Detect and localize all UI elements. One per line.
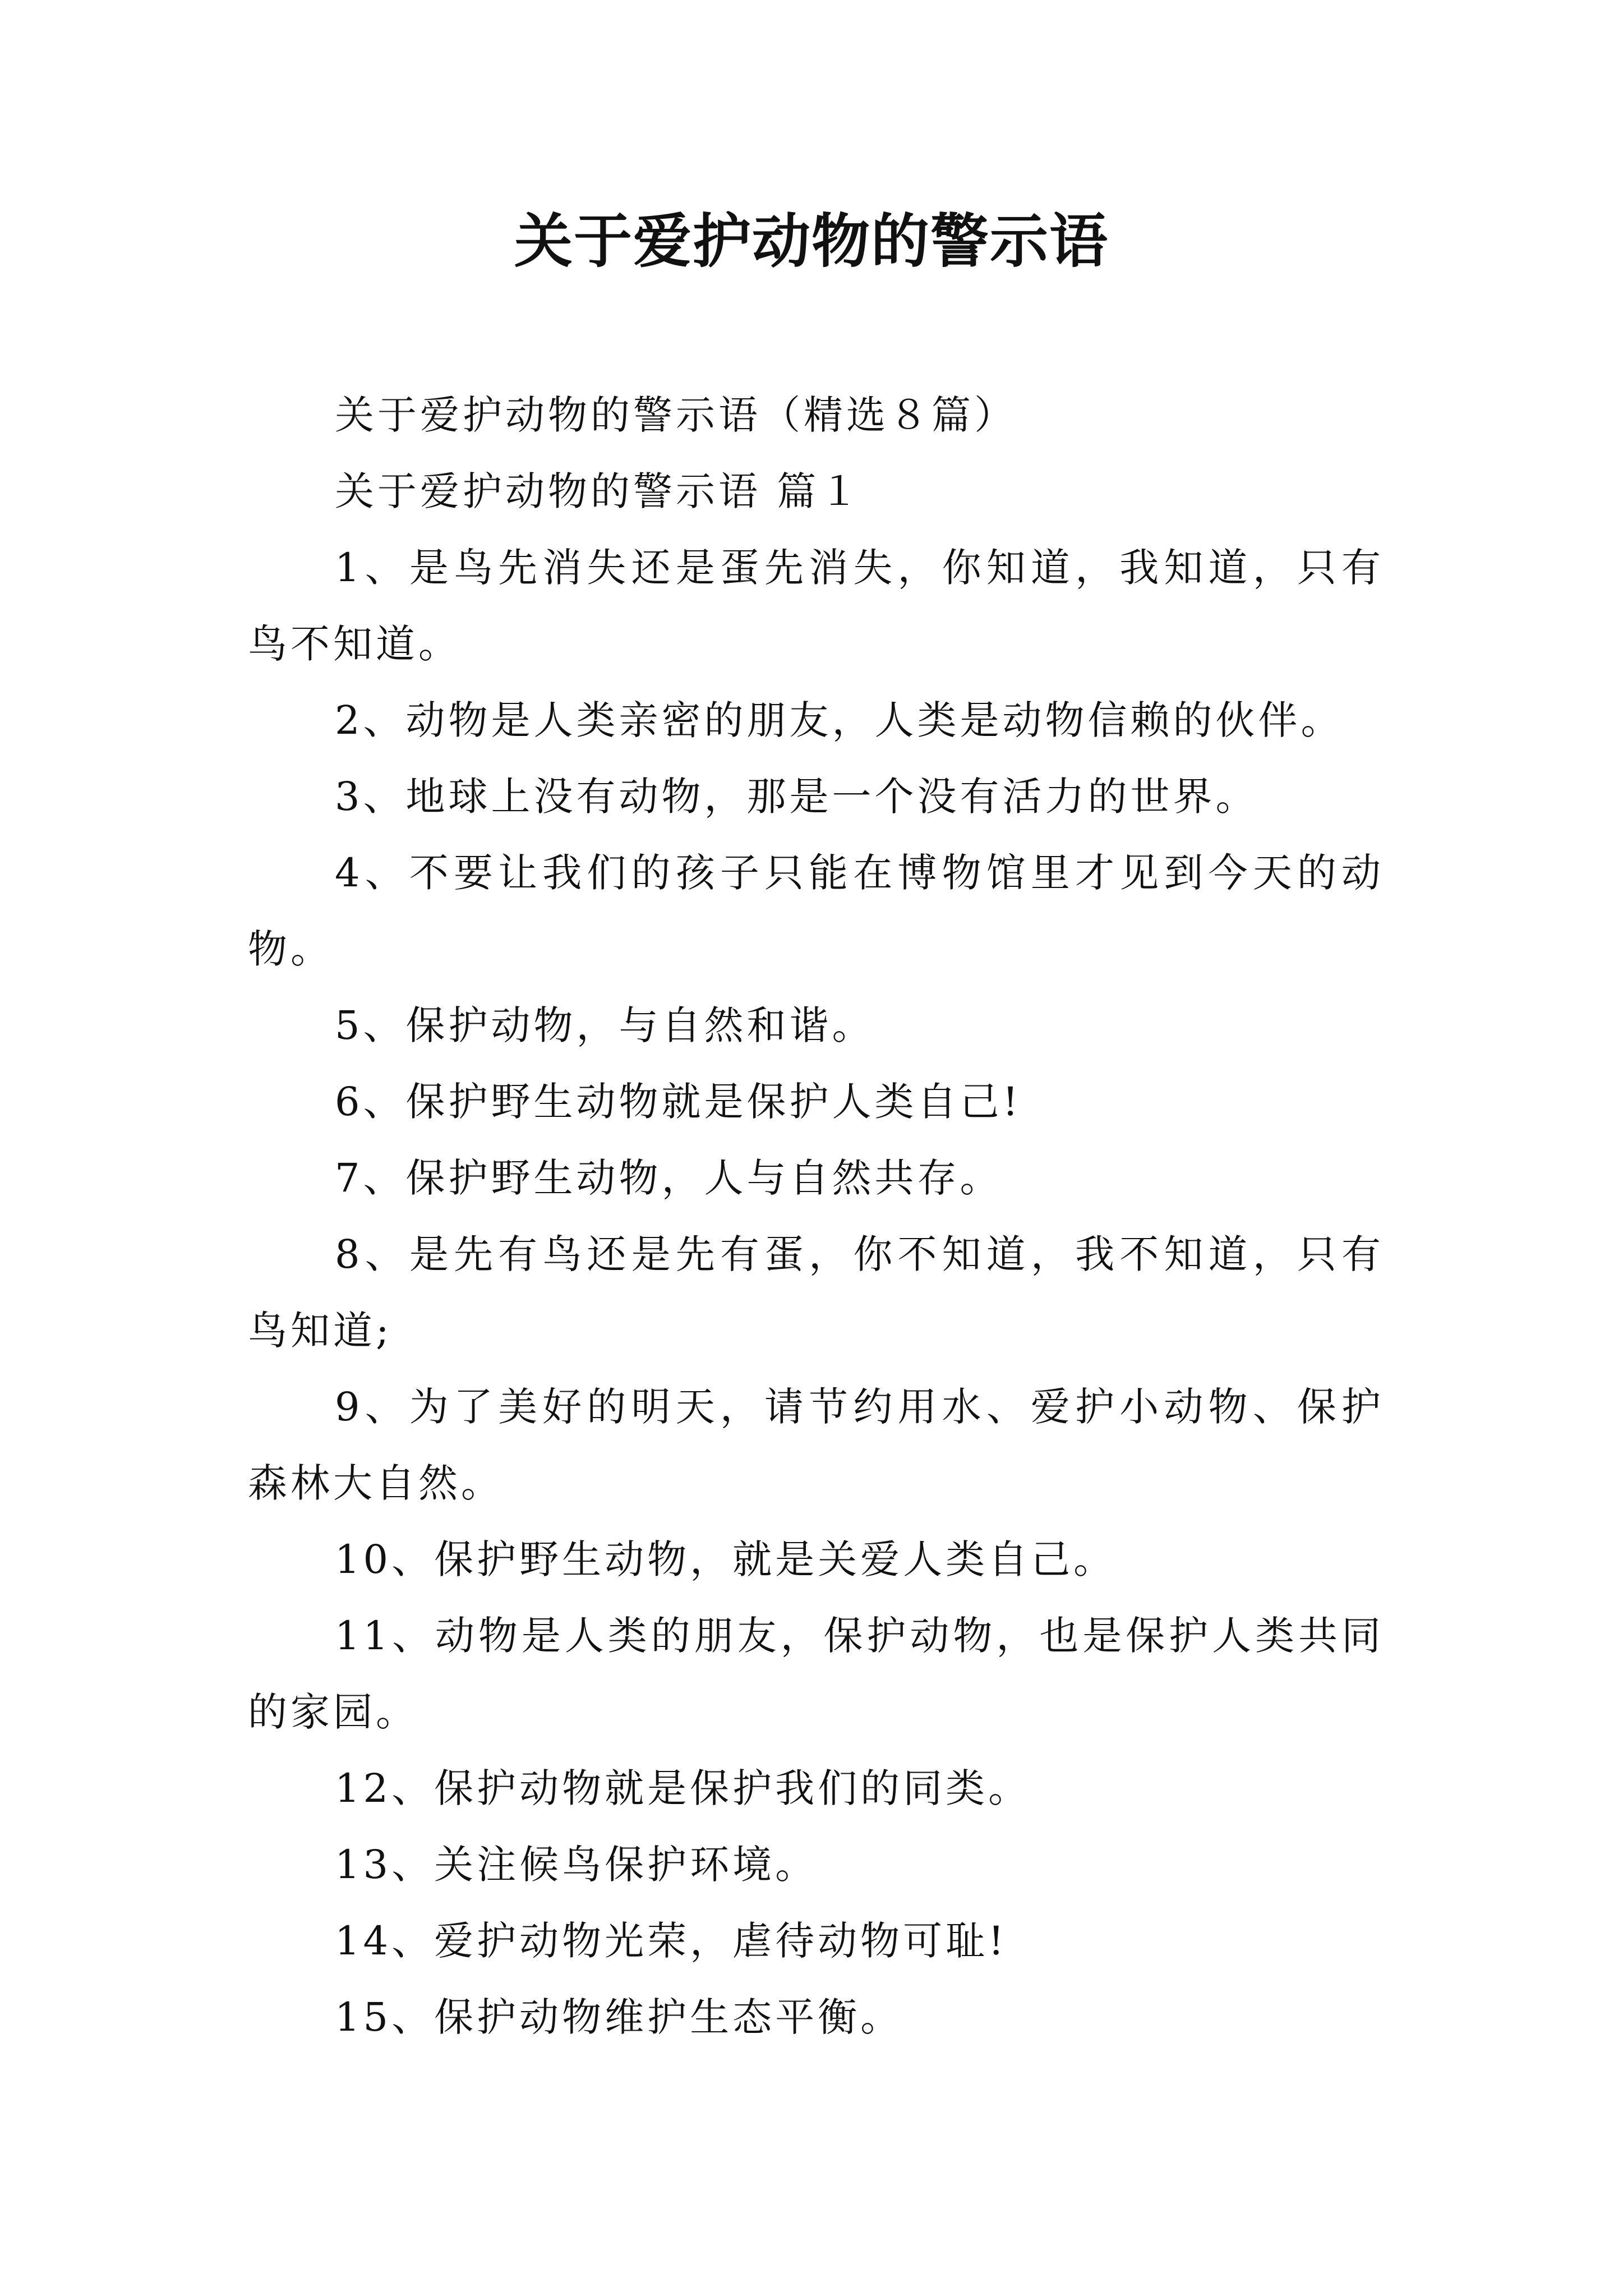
list-item: 3、地球上没有动物，那是一个没有活力的世界。 [335, 774, 1258, 820]
list-item: 5、保护动物，与自然和谐。 [335, 1002, 875, 1048]
document-subtitle: 关于爱护动物的警示语（精选８篇） [335, 392, 1017, 438]
list-item: 8、是先有鸟还是先有蛋，你不知道，我不知道，只有鸟知道; [248, 1231, 1384, 1354]
document-body [248, 377, 1384, 2055]
section-heading: 关于爱护动物的警示语 篇１ [335, 468, 863, 514]
list-item: 12、保护动物就是保护我们的同类。 [335, 1765, 1031, 1811]
list-item: 14、爱护动物光荣，虐待动物可耻! [335, 1918, 1008, 1964]
list-item: 4、不要让我们的孩子只能在博物馆里才见到今天的动物。 [248, 850, 1384, 972]
list-item: 7、保护野生动物，人与自然共存。 [335, 1155, 1003, 1201]
list-item: 1、是鸟先消失还是蛋先消失，你知道，我知道，只有鸟不知道。 [248, 545, 1384, 667]
list-item: 11、动物是人类的朋友，保护动物，也是保护人类共同的家园。 [248, 1613, 1384, 1735]
list-item: 2、动物是人类亲密的朋友，人类是动物信赖的伙伴。 [335, 697, 1344, 743]
list-item: 6、保护野生动物就是保护人类自己! [335, 1079, 1022, 1125]
list-item: 13、关注候鸟保护环境。 [335, 1842, 818, 1888]
document-title: 关于爱护动物的警示语 [514, 207, 1109, 275]
list-item: 10、保护野生动物，就是关爱人类自己。 [335, 1536, 1117, 1582]
list-item: 15、保护动物维护生态平衡。 [335, 1994, 903, 2040]
list-item: 9、为了美好的明天，请节约用水、爱护小动物、保护森林大自然。 [248, 1384, 1384, 1506]
